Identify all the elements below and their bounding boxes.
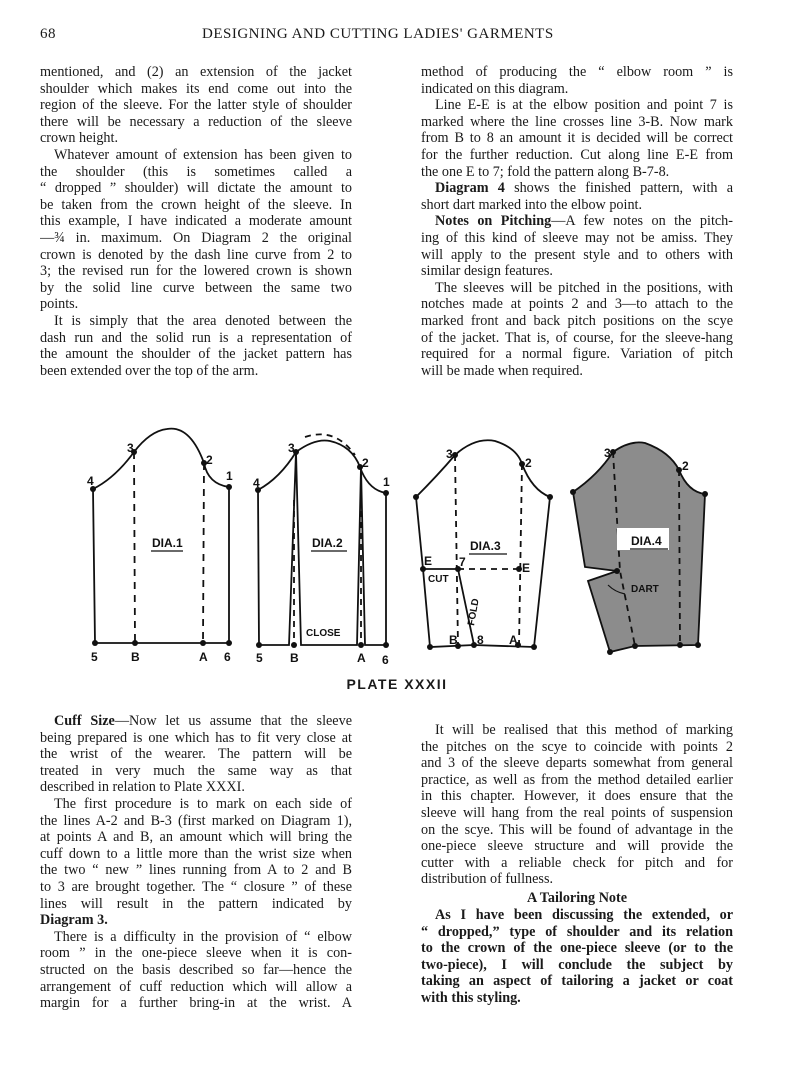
text-line: the two “ new ” lines running from A to 2 and B: [40, 862, 352, 879]
text-line: taking an aspect of tailoring a jacket or coat: [421, 973, 733, 990]
dia1-point: 2: [206, 453, 213, 467]
plate-caption: PLATE XXXII: [346, 676, 448, 692]
dia1-point: A: [199, 650, 208, 664]
dia4-label: DIA.4: [631, 534, 662, 548]
text-line: points.: [40, 296, 79, 313]
text-line: marked front and back pitch positions on the scye: [421, 312, 733, 329]
text-line: 3; the revised run for the lowered crown is shown: [40, 263, 352, 280]
dia1-point: B: [131, 650, 140, 664]
paragraph: [421, 722, 733, 888]
text-line: the shoulder (this is sometimes called a: [40, 163, 352, 180]
text-line: required for a normal figure. Variation of pitch: [421, 346, 733, 363]
dia2-point: 3: [288, 441, 295, 455]
text-line: It will be realised that this method of marking: [435, 722, 733, 738]
text-line: The first procedure is to mark on each side of: [54, 795, 352, 812]
text-line: method of producing the “ elbow room ” is: [421, 64, 733, 80]
dia3-point: 8: [477, 633, 484, 647]
text-line: on the scye. This will be found of advantage in the: [421, 821, 733, 838]
dia1-point: 5: [91, 650, 98, 664]
text-line: cuff down to a little more than the wrist size when: [40, 845, 352, 862]
dia4-point: 3: [604, 446, 611, 460]
text-line: this example, I have indicated a moderate amount: [40, 213, 352, 230]
text-line: “ dropped ” shoulder) will dictate the amount to: [40, 180, 352, 197]
dia2-point: B: [290, 651, 299, 665]
text-line: be taken from the crown height of the sleeve. In: [40, 196, 352, 213]
text-line: the lines A-2 and B-3 (first marked on Diagram 1),: [40, 812, 352, 829]
dia3-fold: FOLD: [466, 597, 482, 627]
bottom-left-column: [40, 713, 352, 1012]
dia3-point: E: [522, 561, 531, 575]
paragraph: [40, 796, 352, 929]
text-line: two-piece), I will conclude the subject by: [421, 956, 733, 973]
dia3-point: E: [424, 554, 433, 568]
text-line: structed on the basis described so far—hence the: [40, 961, 352, 978]
text-line: crown is denoted by the dash line curve from 2 to: [40, 246, 352, 263]
text-line: distribution of fullness.: [421, 871, 554, 888]
text-line: The sleeves will be pitched in the positions, with: [435, 279, 733, 296]
dia3-label: DIA.3: [470, 539, 501, 553]
text-line: region of the sleeve. For the latter style of shoulder: [40, 97, 352, 114]
text-line: mentioned, and (2) an extension of the jacket: [40, 64, 352, 80]
text-line: “ dropped,” type of shoulder and its relation: [421, 923, 733, 940]
text-line: ing of this kind of sleeve may not be amiss. They: [421, 229, 733, 246]
dia2-point: 4: [253, 476, 260, 490]
text-line: cutter with a reliable check for pitch and for: [421, 854, 733, 871]
text-line: the amount the shoulder of the jacket pattern has: [40, 346, 352, 363]
dia2-point: 6: [382, 653, 389, 667]
text-line: dash run and the solid run is a representation of: [40, 329, 352, 346]
running-title: DESIGNING AND CUTTING LADIES' GARMENTS: [202, 26, 554, 42]
text-line: to 3 are brought together. The “ closure ” of these: [40, 878, 352, 895]
dia4-point: 2: [682, 459, 689, 473]
dia1-point: 4: [87, 474, 94, 488]
text-line: similar design features.: [421, 263, 553, 280]
text-line: with this styling.: [421, 989, 521, 1006]
text-line: described in relation to Plate XXXI.: [40, 779, 245, 796]
dia2-close: CLOSE: [306, 628, 341, 639]
text-line: —¾ in. maximum. On Diagram 2 the original: [40, 229, 352, 246]
text-line: short dart marked into the elbow point.: [421, 196, 643, 213]
text-line: practice, as well as from the method detailed earlier: [421, 771, 733, 788]
text-line: been extended over the top of the arm.: [40, 362, 259, 379]
text-line: treated in very much the same way as that: [40, 762, 352, 779]
text-line: in this chapter. However, it does ensure that the: [421, 788, 733, 805]
text-line: and 3 of the sleeve departs somewhat from general: [421, 755, 733, 772]
bold-run: Notes on Pitching: [435, 213, 552, 230]
text-line: Cuff Size—Now let us assume that the sleeve: [54, 713, 352, 729]
text-line: shoulder which makes its end come out into the: [40, 80, 352, 97]
dia3-point: 3: [446, 447, 453, 461]
text-line: margin for a further bring-in at the wrist. A: [40, 995, 352, 1012]
bold-run: Diagram 3.: [40, 912, 108, 929]
dia3-point: B: [449, 633, 458, 647]
text-line: will apply to the present style and to others with: [421, 246, 733, 263]
bottom-right-text: [421, 722, 733, 888]
text-line: the one E to 7; fold the pattern along B-7-8.: [421, 163, 670, 180]
text-line: marked where the line crosses line 3-B. Now mark: [421, 113, 733, 130]
paragraph: [40, 713, 352, 796]
text-line: the pitches on the scye to coincide with points 2: [421, 738, 733, 755]
text-line: arrangement of cuff reduction which will allow a: [40, 978, 352, 995]
text-line: for the further reduction. Cut along line E-E from: [421, 146, 733, 163]
text-line: there will be necessary a reduction of the sleeve: [40, 113, 352, 130]
tailoring-note-heading: A Tailoring Note: [526, 889, 628, 906]
text-line: [40, 912, 352, 929]
dia2-point: 2: [362, 456, 369, 470]
dia3-point: 7: [459, 555, 466, 569]
dia3-cut: CUT: [428, 574, 449, 585]
text-line: to the crown of the one-piece sleeve (or to the: [421, 940, 733, 957]
dia1-point: 1: [226, 469, 233, 483]
text-line: will be made when required.: [421, 362, 583, 379]
bold-run: Cuff Size: [54, 713, 115, 729]
tailoring-note-text: [421, 907, 733, 1007]
dia1-point: 6: [224, 650, 231, 664]
dia3-point: 2: [525, 456, 532, 470]
text-line: Diagram 4 shows the finished pattern, with a: [435, 180, 733, 197]
text-line: of the jacket. That is, of course, for the sleeve-hang: [421, 329, 733, 346]
dia2-point: 1: [383, 475, 390, 489]
bold-run: Diagram 4: [435, 180, 505, 197]
text-line: It is simply that the area denoted between the: [54, 312, 352, 329]
dia1-point: 3: [127, 441, 134, 455]
text-line: at points A and B, an amount which will bring the: [40, 829, 352, 846]
text-line: crown height.: [40, 130, 119, 147]
text-line: Line E-E is at the elbow position and point 7 is: [435, 97, 733, 114]
text-line: As I have been discussing the extended, or: [435, 906, 733, 923]
dia2-point: A: [357, 651, 366, 665]
dia1-label: DIA.1: [152, 536, 183, 550]
dia2-label: DIA.2: [312, 536, 343, 550]
text-line: There is a difficulty in the provision of “ elbow: [54, 928, 352, 945]
text-line: room ” in the one-piece sleeve when it is con-: [40, 945, 352, 962]
paragraph: [40, 929, 352, 1012]
text-line: lines will result in the pattern indicated by: [40, 895, 352, 912]
text-line: notches made at points 2 and 3—to attach to the: [421, 296, 733, 313]
page-number: 68: [40, 26, 56, 42]
dia4-dart: DART: [631, 584, 659, 595]
bottom-right-column: [421, 722, 733, 1007]
text-line: Whatever amount of extension has been given to: [54, 146, 352, 163]
text-line: indicated on this diagram.: [421, 80, 569, 97]
text-line: from B to 8 an amount it is decided will be correct: [421, 130, 733, 147]
dia2-point: 5: [256, 651, 263, 665]
text-line: sleeve will hang from the real points of suspension: [421, 804, 733, 821]
text-line: by the solid line curve between the same two: [40, 279, 352, 296]
text-line: Notes on Pitching—A few notes on the pitch-: [435, 213, 733, 230]
dia3-point: A: [509, 633, 518, 647]
text-line: being prepared is one which has to fit very close at: [40, 729, 352, 746]
text-line: the wrist of the wearer. The pattern will be: [40, 746, 352, 763]
text-line: one-piece sleeve structure and will provide the: [421, 838, 733, 855]
